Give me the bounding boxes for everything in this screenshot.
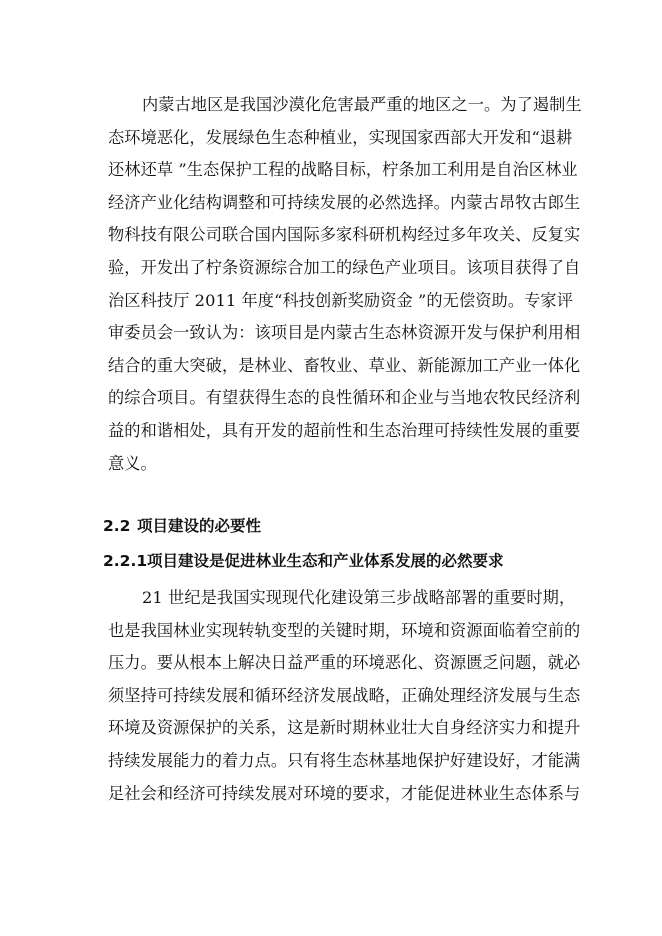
text-line: 意义。 [108,453,157,473]
text-line: 内蒙古地区是我国沙漠化危害最严重的地区之一。为了遏制生 [142,95,582,114]
text-line: 验，开发出了柠条资源综合加工的绿色产业项目。该项目获得了自 [108,257,581,277]
section-title: 项目建设的必要性 [137,517,262,535]
text-line: 还林还草 ”生态保护工程的战略目标，柠条加工利用是自治区林业 [108,160,578,180]
text-line: 的综合项目。有望获得生态的良性循环和企业与当地农牧民经济利 [108,388,581,408]
text-line: 结合的重大突破，是林业、畜牧业、草业、新能源加工产业一体化 [108,355,581,375]
text-line: 物科技有限公司联合国内国际多家科研机构经过多年攻关、反复实 [108,225,581,245]
text-line: 治区科技厅 2011 年度“科技创新奖励资金 ”的无偿资助。专家评 [108,290,573,310]
text-line: 态环境恶化，发展绿色生态种植业，实现国家西部大开发和“退耕 [108,127,573,147]
text-line: 经济产业化结构调整和可持续发展的必然选择。内蒙古昂牧古郎生 [108,192,581,212]
text-line: 压力。要从根本上解决日益严重的环境恶化、资源匮乏问题，就必 [108,653,581,673]
section-number: 2.2.1 [103,552,148,570]
section-heading-2-2-1 [103,549,504,571]
paragraph-21st-century [108,582,581,810]
text-line: 足社会和经济可持续发展对环境的要求，才能促进林业生态体系与 [108,783,581,803]
text-line: 审委员会一致认为：该项目是内蒙古生态林资源开发与保护利用相 [108,323,581,343]
section-title: 项目建设是促进林业生态和产业体系发展的必然要求 [147,552,504,570]
text-line: 环境及资源保护的关系，这是新时期林业壮大自身经济实力和提升 [108,718,581,738]
text-line: 益的和谐相处，具有开发的超前性和生态治理可持续性发展的重要 [108,420,581,440]
paragraph-inner-mongolia [108,89,582,480]
text-line: 21 世纪是我国实现现代化建设第三步战略部署的重要时期， [142,588,576,607]
section-number: 2.2 [103,517,131,535]
text-line: 也是我国林业实现转轨变型的关键时期，环境和资源面临着空前的 [108,620,581,640]
section-heading-2-2 [103,514,261,536]
text-line: 须坚持可持续发展和循环经济发展战略，正确处理经济发展与生态 [108,685,581,705]
text-line: 持续发展能力的着力点。只有将生态林基地保护好建设好，才能满 [108,750,581,770]
